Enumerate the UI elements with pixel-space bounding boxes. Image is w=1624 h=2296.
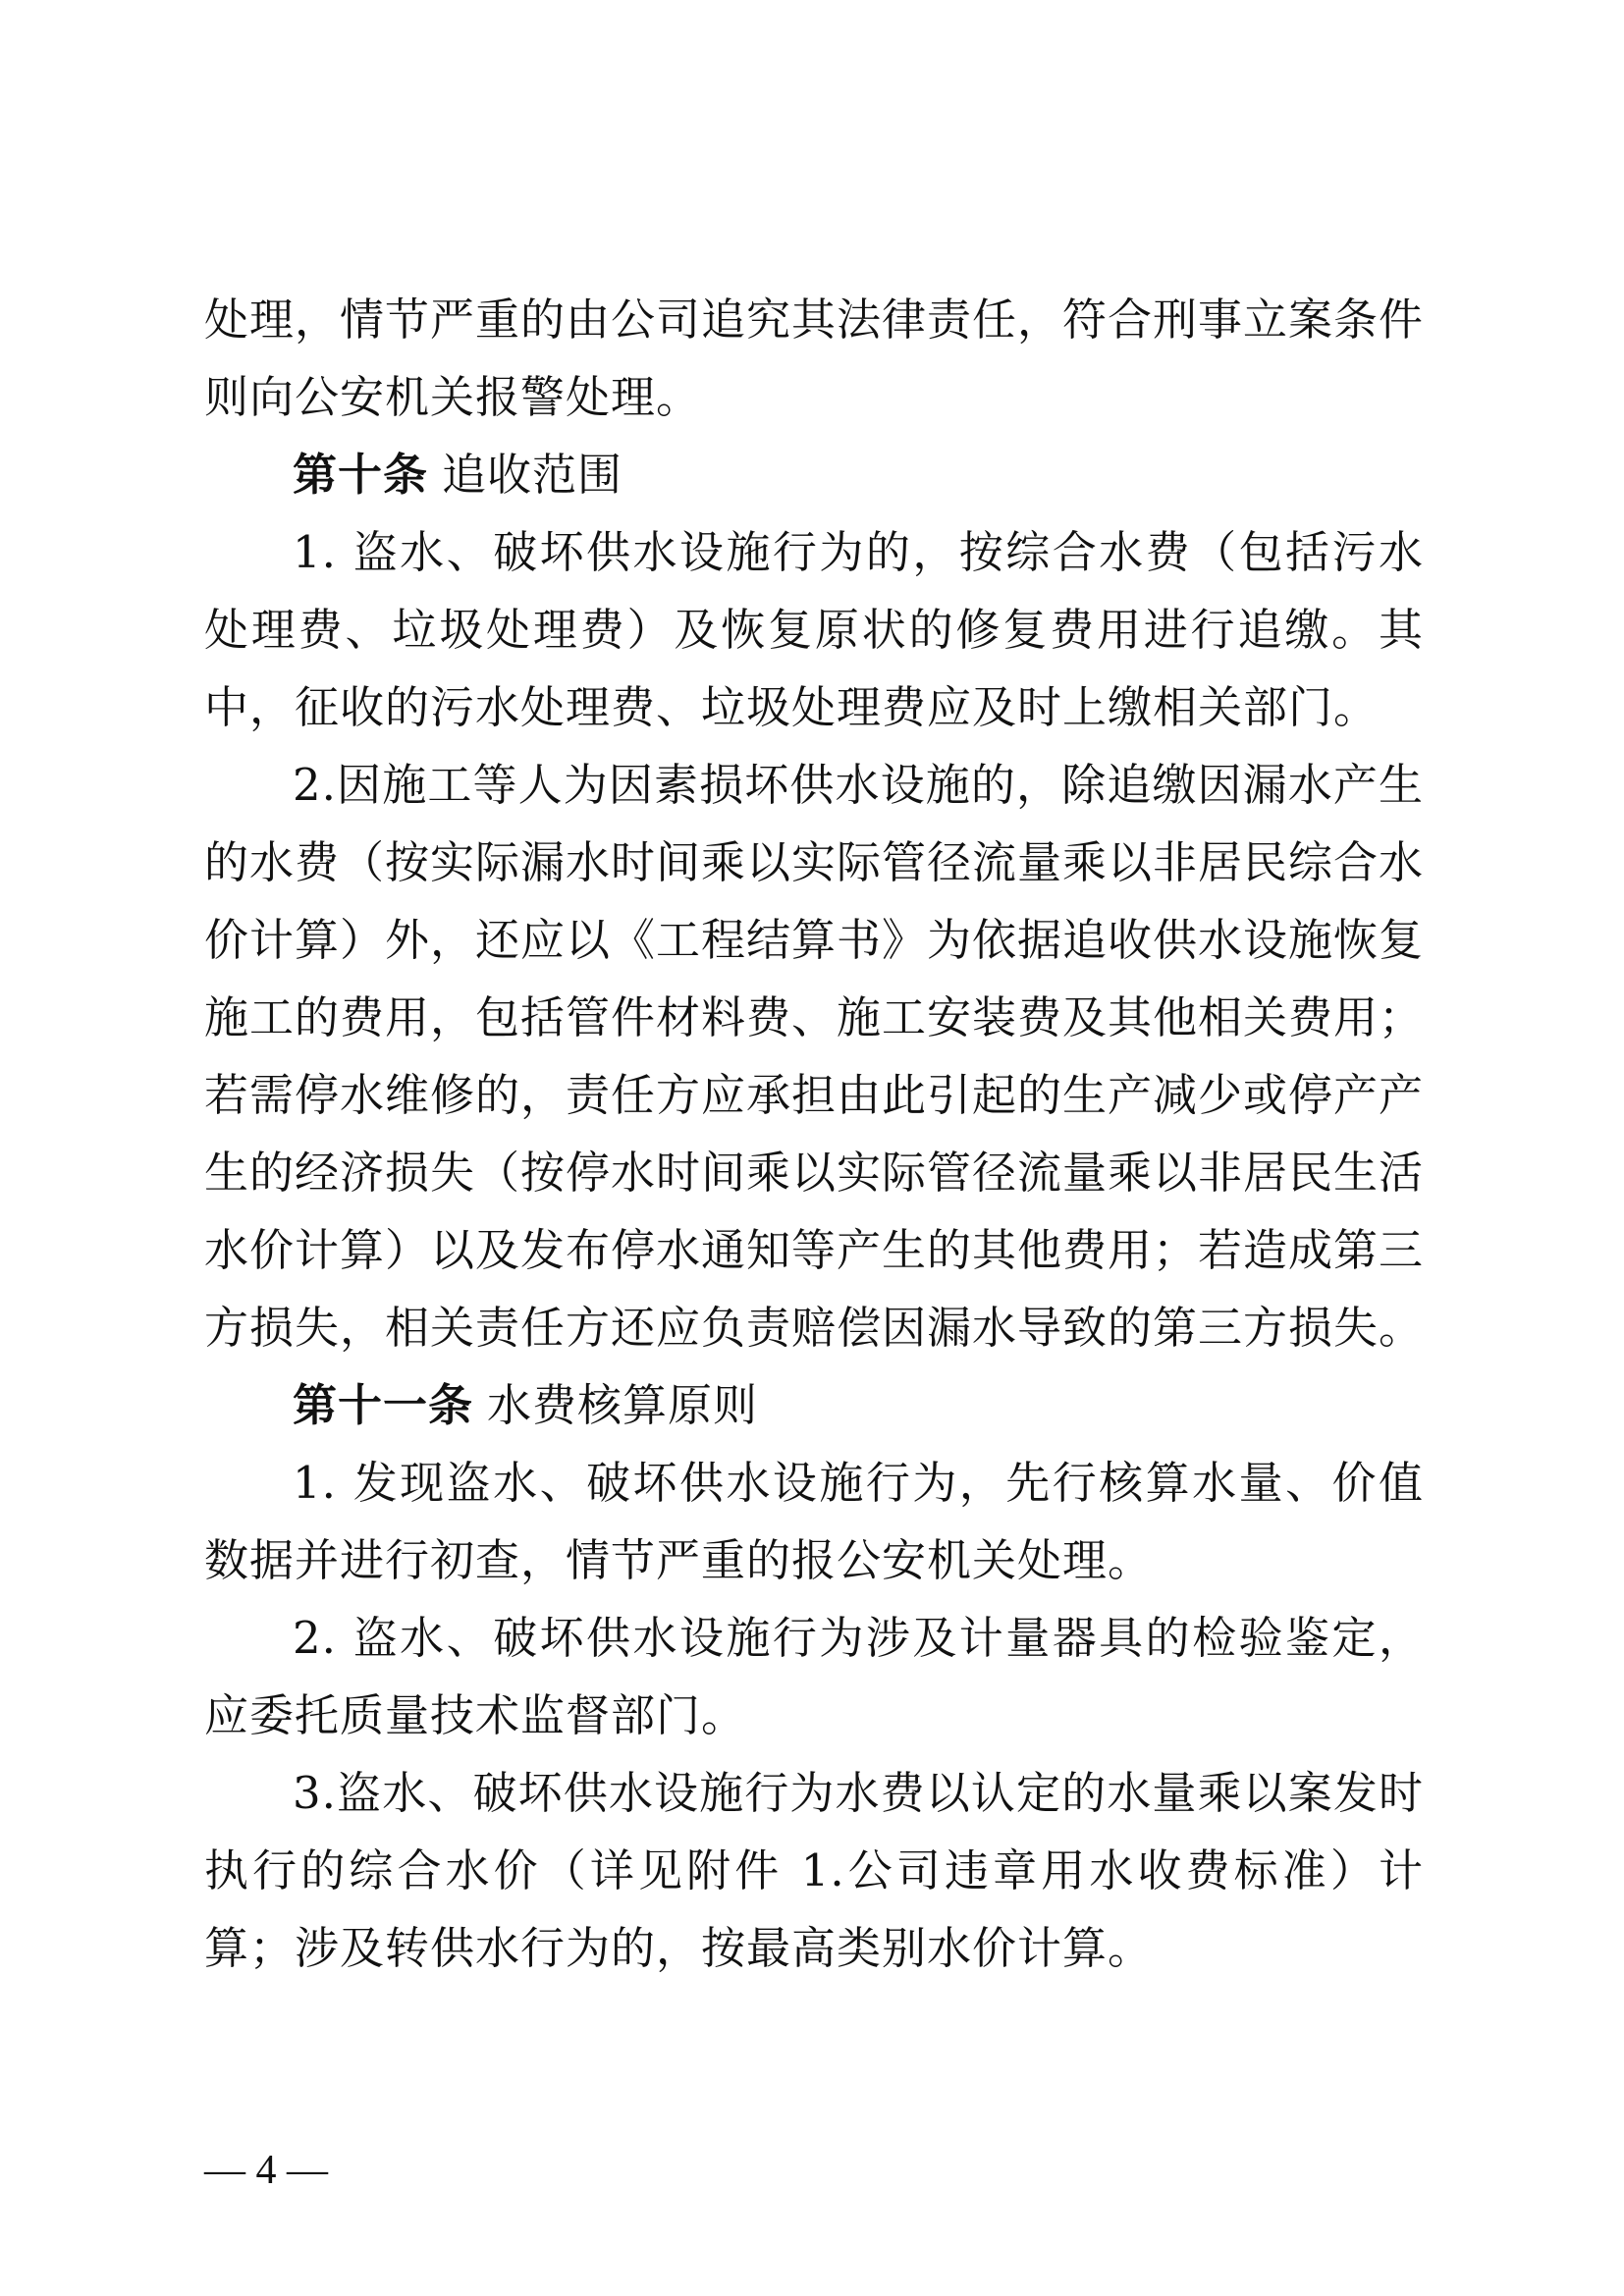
- paragraph-continuation: 处理，情节严重的由公司追究其法律责任，符合刑事立案条件则向公安机关报警处理。: [204, 294, 1425, 423]
- article-number: 第十条: [293, 449, 429, 501]
- document-body: [204, 281, 1424, 1987]
- article-11-item-2: 2. 盗水、破坏供水设施行为涉及计量器具的检验鉴定，应委托质量技术监督部门。: [204, 1612, 1424, 1741]
- article-10-heading: [204, 436, 1424, 513]
- article-10-item-1: 1. 盗水、破坏供水设施行为的，按综合水费（包括污水处理费、垃圾处理费）及恢复原状的修复费用进行追缴。其中，征收的污水处理费、垃圾处理费应及时上缴相关部门。: [204, 526, 1424, 733]
- article-11-heading: [204, 1366, 1424, 1444]
- article-title: 追收范围: [442, 449, 623, 501]
- article-number: 第十一条: [293, 1379, 474, 1431]
- article-11-item-3: 3.盗水、破坏供水设施行为水费以认定的水量乘以案发时执行的综合水价（详见附件 1.公司违章用水收费标准）计算；涉及转供水行为的，按最高类别水价计算。: [204, 1767, 1424, 1974]
- article-11-item-1: 1. 发现盗水、破坏供水设施行为，先行核算水量、价值数据并进行初查，情节严重的报公安机关处理。: [204, 1457, 1424, 1586]
- article-10-item-2: 2.因施工等人为因素损坏供水设施的，除追缴因漏水产生的水费（按实际漏水时间乘以实际管径流量乘以非居民综合水价计算）外，还应以《工程结算书》为依据追收供水设施恢复施工的费用，包括管件材料费、施工安装费及其他相关费用；若需停水维修的，责任方应承担由此引起的生产减少或停产产生的经济损失（按停水时间乘以实际管径流量乘以非居民生活水价计算）以及发布停水通知等产生的其他费用；若造成第三方损失，相关责任方还应负责赔偿因漏水导致的第三方损失。: [204, 759, 1425, 1354]
- article-title: 水费核算原则: [487, 1379, 759, 1431]
- page-number: — 4 —: [204, 2148, 328, 2193]
